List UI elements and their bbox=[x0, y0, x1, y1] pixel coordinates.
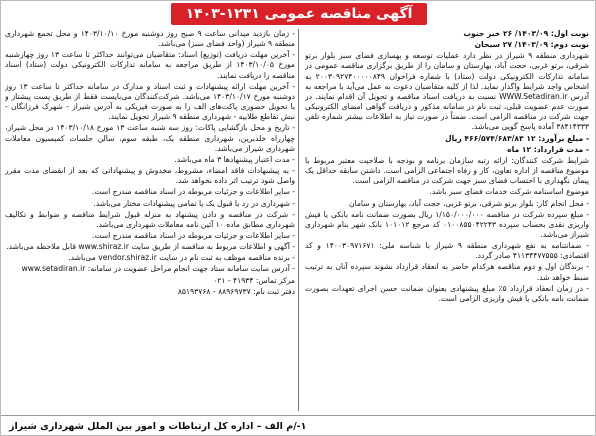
paragraph: دفتر ثبت نام: ۸۸۹۶۹۷۳۷ - ۸۵۱۹۳۷۶۸ bbox=[177, 286, 295, 296]
publication-dates bbox=[305, 29, 589, 39]
paragraph: مرکز تماس: ۴۱۹۳۴ - ۰۲۱ bbox=[213, 275, 295, 285]
paragraph: - آگهی و اطلاعات مربوط به مناقصه از طریق سایت www.shiraz.ir قابل ملاحظه می‌باشد. bbox=[6, 242, 295, 252]
paragraph: - سایر اطلاعات و جزئیات مربوطه در اسناد مناقصه مندرج است. bbox=[91, 230, 295, 240]
paragraph: - آخرین مهلت دریافت (توزیع) اسناد: متقاضیان می‌توانند حداکثر تا ساعت ۱۳ روز چهارشنبه مورخ ۱۴۰۳/۱۰/۰۵ از طریق مراجعه به سامانه تدارکات الکترونیکی دولت (ستاد) اسناد مناقصه را دریافت نمایند. bbox=[5, 50, 295, 80]
paragraph: - محل انجام کار: بلوار برتو شرقی، برتو غربی، حجت آباد، بهارستان و سامان bbox=[348, 198, 589, 208]
paragraph: - ضمانتنامه به نفع شهرداری منطقه ۹ شیراز با شناسه ملی: ۱۴۰۰۳۰۹۷۱۶۷۱ و کد اقتصادی: ۴۱۱۳۴۴۷۷۵۵۵ صادر گردد. bbox=[305, 241, 589, 261]
paragraph: - آخرین مهلت ارائه پیشنهادات و ثبت اسناد و مدارک در سامانه حداکثر تا ساعت ۱۳ روز دوشنبه مورخ ۱۴۰۳/۱۰/۱۷ می‌باشد. شرکت‌کنندگان می‌بایست فقط از طریق پست پیشتاز و یا تحویل حضوری پاکت‌های الف را به صورت فیزیکی به آدرس شیراز - شهرک فرزانگان - نبش تقاطع طلاییه - شهرداری منطقه ۹ شیراز تحویل نمایند. bbox=[5, 81, 295, 122]
first-publication: نوبت اول: ۱۴۰۳/۰۹/ ۲۶ خبر جنوب bbox=[463, 29, 589, 38]
paragraph: شرایط شرکت کنندگان: ارائه رتبه سازمان برنامه و بودجه با صلاحیت معتبر مربوط با موضوع مناقصه از اداره تعاون، کار و رفاه اجتماعی الزامی است. داشتن سابقه حداقل یک پیمان نگهداری با احتساب فضای سبز جهت شرکت در مناقصه الزامی است. bbox=[305, 155, 589, 186]
paragraph: موضوع اساسنامه شرکت خدمات فضای سبز باشد. bbox=[429, 187, 589, 197]
paragraph: - زمان بازدید میدانی ساعت ۹ صبح روز دوشنبه مورخ ۱۴۰۳/۱۰/۱۰ و محل تجمع شهرداری منطقه ۹ شیراز (واحد فضای سبز) می‌باشد. bbox=[5, 29, 295, 49]
paragraph: شهرداری منطقه ۹ شیراز در نظر دارد عملیات توسعه و بهسازی فضای سبز بلوار برتو شرقی، برتو غربی، حجت آباد، بهارستان و سامان را از طریق برگزاری مناقصه عمومی در سامانه تدارکات الکترونیکی دولت (ستاد) با شماره فراخوان ۲۰۰۳۰۹۲۷۴۰۰۰۰۰۸۴۹ به اشخاص واجد شرایط واگذار نماید. لذا از کلیه متقاضیان دعوت به عمل می‌آید با مراجعه به آدرس WWW.Setadiran.ir نسبت به دریافت اسناد مناقصه و تحویل آن اقدام نمایند. در صورت عدم عضویت قبلی، ثبت نام در سامانه مذکور و دریافت گواهی امضای الکترونیکی جهت شرکت در مناقصه الزامی است. ضمناً در صورت نیاز به اطلاعات بیشتر شماره تلفن ۳۸۴۱۴۳۳۳ آماده پاسخ گویی می‌باشد. bbox=[305, 51, 589, 132]
notice-title-banner bbox=[171, 3, 427, 25]
paragraph: - مبلغ برآورد: ۱۲ ۴۶۶/۵۷۴/۶۸۳/۸۳ ریال bbox=[445, 133, 589, 143]
footer-strip bbox=[1, 415, 595, 435]
paragraph: - شهرداری در رد یا قبول یک یا تمامی پیشنهادات مختار می‌باشد. bbox=[93, 198, 295, 208]
paragraph: - مبلغ سپرده شرکت در مناقصه ۱/۱۵۰/۰۰۰/۰۰۰ ریال بصورت ضمانت نامه بانکی یا فیش واریزی نقدی بحساب سپرده ۰۱۰۰۸۵۵۰۴۲۲۴۳ کد مرجع ۱۰۱۰۱۲ بانک شهر بنام شهرداری شیراز می‌باشد. bbox=[305, 209, 589, 239]
paragraph: - برنده مناقصه موظف به ثبت نام در سایت vendor.shiraz.ir می‌باشد. bbox=[68, 253, 295, 263]
paragraph: - مدت اعتبار پیشنهادها ۳ ماه می‌باشد. bbox=[174, 154, 295, 164]
notice-title: آگهی مناقصه عمومی ۱۲۳۱-۱۴۰۳ bbox=[185, 6, 413, 22]
paragraph: - آدرس سایت سامانه ستاد جهت انجام مراحل عضویت در سامانه: www.setadiran.ir bbox=[21, 264, 295, 274]
paragraph: - در زمان انعقاد قرارداد ۵٪ مبلغ پیشنهادی بعنوان ضمانت حسن اجرای تعهدات بصورت ضمانت نامه بانکی یا فیش واریزی الزامی است. bbox=[305, 283, 589, 303]
paragraph: - سایر اطلاعات و جزئیات مربوطه در اسناد مناقصه مندرج است. bbox=[91, 187, 295, 197]
paragraph: - شرکت در مناقصه و دادن پیشنهاد به منزله قبول شرایط مناقصه و ضوابط و تکالیف شهرداری مطابق ماده ۱۰ آئین نامه معاملات شهرداری می‌باشد. bbox=[5, 209, 295, 229]
paragraph: - به پیشنهادات فاقد امضاء، مشروط، مخدوش و پیشنهاداتی که بعد از انقضای مدت مقرر واصل شود ترتیب اثر داده نخواهد شد. bbox=[5, 166, 295, 186]
paragraph: - تاریخ و محل بازگشایی پاکات: روز سه شنبه ساعت ۱۳ مورخ ۱۴۰۳/۱۰/۱۸ در محل شیراز، چهارراه خلدبرین، شهرداری منطقه یک، طبقه سوم، سالن جلسات کمیسیون معاملات شهرداری شیراز می‌باشد. bbox=[5, 123, 295, 153]
paragraph: - مدت قرارداد: ۱۲ ماه bbox=[507, 144, 589, 154]
publication-dates-2 bbox=[305, 40, 589, 50]
signature-line: ۱-/م الف – اداره کل ارتباطات و امور بین الملل شهرداری شیراز bbox=[9, 421, 307, 432]
second-publication: نوبت دوم: ۱۴۰۳/۰۹/ ۲۷ سبحان bbox=[474, 40, 589, 50]
paragraph: - برندگان اول و دوم مناقصه هرکدام حاضر به انعقاد قرارداد نشوند سپرده آنان به ترتیب ضبط خواهد شد. bbox=[305, 262, 589, 282]
column-divider bbox=[298, 29, 299, 411]
right-column bbox=[305, 29, 589, 413]
left-column bbox=[5, 29, 295, 413]
